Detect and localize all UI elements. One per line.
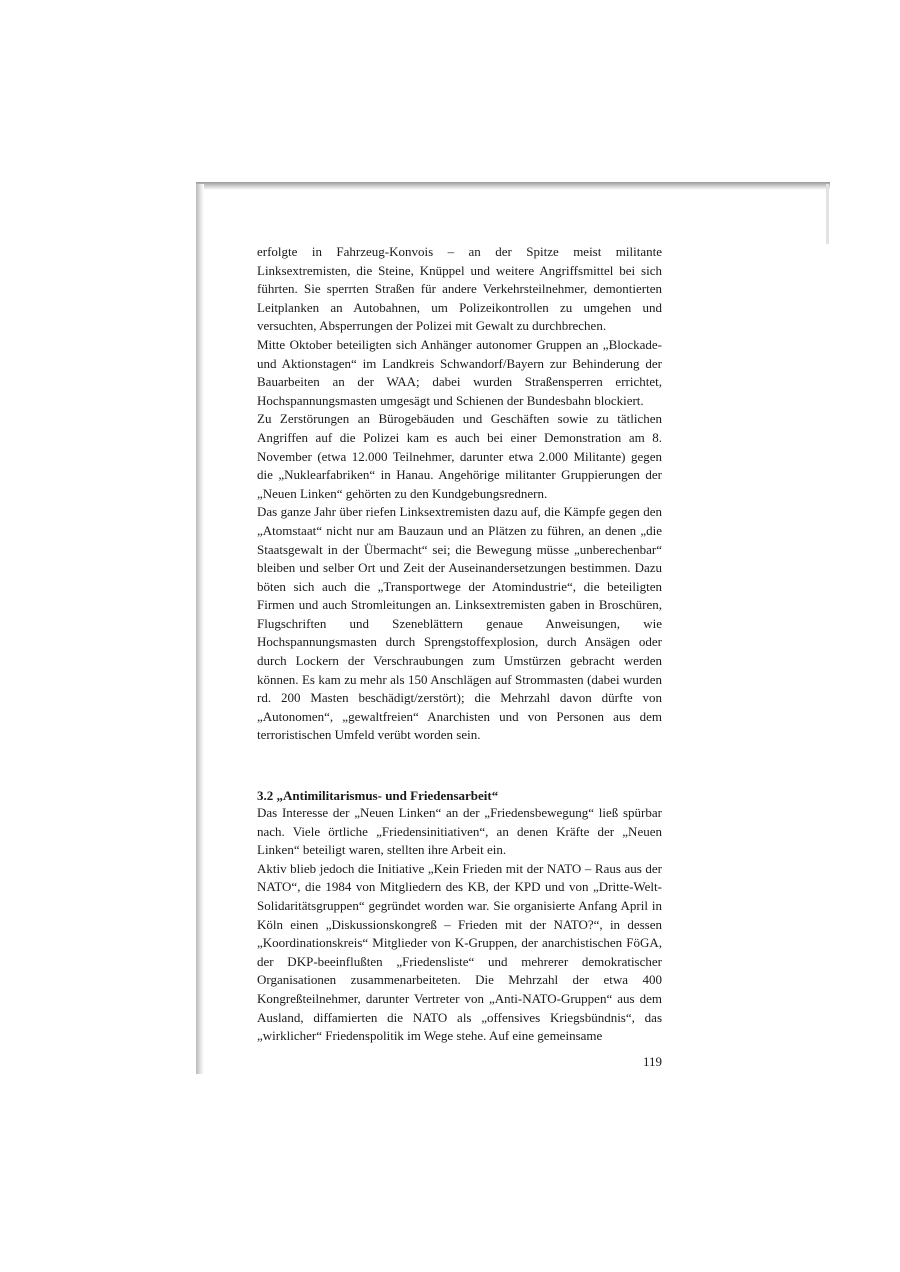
scan-edge-top <box>196 182 830 190</box>
paragraph: Das Interesse der „Neuen Linken“ an der „Friedensbewegung“ ließ spürbar nach. Viele örtliche „Friedensinitiativen“, an denen Kräfte der „Neuen Linken“ beteiligt waren, stellten ihre Arbeit ein. <box>257 805 662 858</box>
paragraph: Das ganze Jahr über riefen Linksextremisten dazu auf, die Kämpfe gegen den „Atomstaat“ nicht nur am Bauzaun und an Plätzen zu führen, an denen „die Staatsgewalt in der Übermacht“ sei; die Bewegung müsse „unberechenbar“ bleiben und selber Ort und Zeit der Auseinandersetzungen bestimmen. Dazu böten sich auch die „Transportwege der Atomindustrie“, die beteiligten Firmen und auch Stromleitungen an. Linksextremisten gaben in Broschüren, Flugschriften und Szeneblättern genaue Anweisungen, wie Hochspannungsmasten durch Sprengstoffexplosion, durch Ansägen oder durch Lockern der Verschraubungen zum Umstürzen gebracht werden können. Es kam zu mehr als 150 Anschlägen auf Strommasten (dabei wurden rd. 200 Masten beschädigt/zerstört); die Mehrzahl davon dürfte von „Autonomen“, „gewaltfreien“ Anarchisten und von Personen aus dem terroristischen Umfeld verübt worden sein. <box>257 504 662 743</box>
page-number: 119 <box>642 1054 662 1069</box>
body-text-section <box>257 804 662 1046</box>
body-text-top <box>257 243 662 745</box>
section-heading: 3.2 „Antimilitarismus- und Friedensarbeit“ <box>257 788 499 803</box>
paragraph: erfolgte in Fahrzeug-Konvois – an der Spitze meist militante Linksextremisten, die Steine, Knüppel und weitere Angriffsmittel bei sich führten. Sie sperrten Straßen für andere Verkehrsteilnehmer, demontierten Leitplanken an Autobahnen, um Polizeikontrollen zu umgehen und versuchten, Absperrungen der Polizei mit Gewalt zu durchbrechen. <box>257 244 662 334</box>
scan-edge-left <box>196 184 204 1074</box>
paragraph: Zu Zerstörungen an Bürogebäuden und Geschäften sowie zu tätlichen Angriffen auf die Polizei kam es auch bei einer Demonstration am 8. November (etwa 12.000 Teilnehmer, darunter etwa 2.000 Militante) gegen die „Nuklearfabriken“ in Hanau. Angehörige militanter Gruppierungen der „Neuen Linken“ gehörten zu den Kundgebungsrednern. <box>257 411 662 501</box>
paragraph: Aktiv blieb jedoch die Initiative „Kein Frieden mit der NATO – Raus aus der NATO“, die 1984 von Mitgliedern des KB, der KPD und von „Dritte-Welt-Solidaritätsgruppen“ gegründet worden war. Sie organisierte Anfang April in Köln einen „Diskussionskongreß – Frieden mit der NATO?“, in dessen „Koordinationskreis“ Mitglieder von K-Gruppen, der anarchistischen FöGA, der DKP-beeinflußten „Friedensliste“ und mehrerer demokratischer Organisationen zusammenarbeiteten. Die Mehrzahl der etwa 400 Kongreßteilnehmer, darunter Vertreter von „Anti-NATO-Gruppen“ aus dem Ausland, diffamierten die NATO als „offensives Kriegsbündnis“, das „wirklicher“ Friedenspolitik im Wege stehe. Auf eine gemeinsame <box>257 860 662 1044</box>
scan-edge-right <box>826 184 829 244</box>
paragraph: Mitte Oktober beteiligten sich Anhänger autonomer Gruppen an „Blockade- und Aktionstagen“ im Landkreis Schwandorf/Bayern zur Behinderung der Bauarbeiten an der WAA; dabei wurden Straßensperren errichtet, Hochspannungsmasten umgesägt und Schienen der Bundesbahn blockiert. <box>257 336 662 408</box>
